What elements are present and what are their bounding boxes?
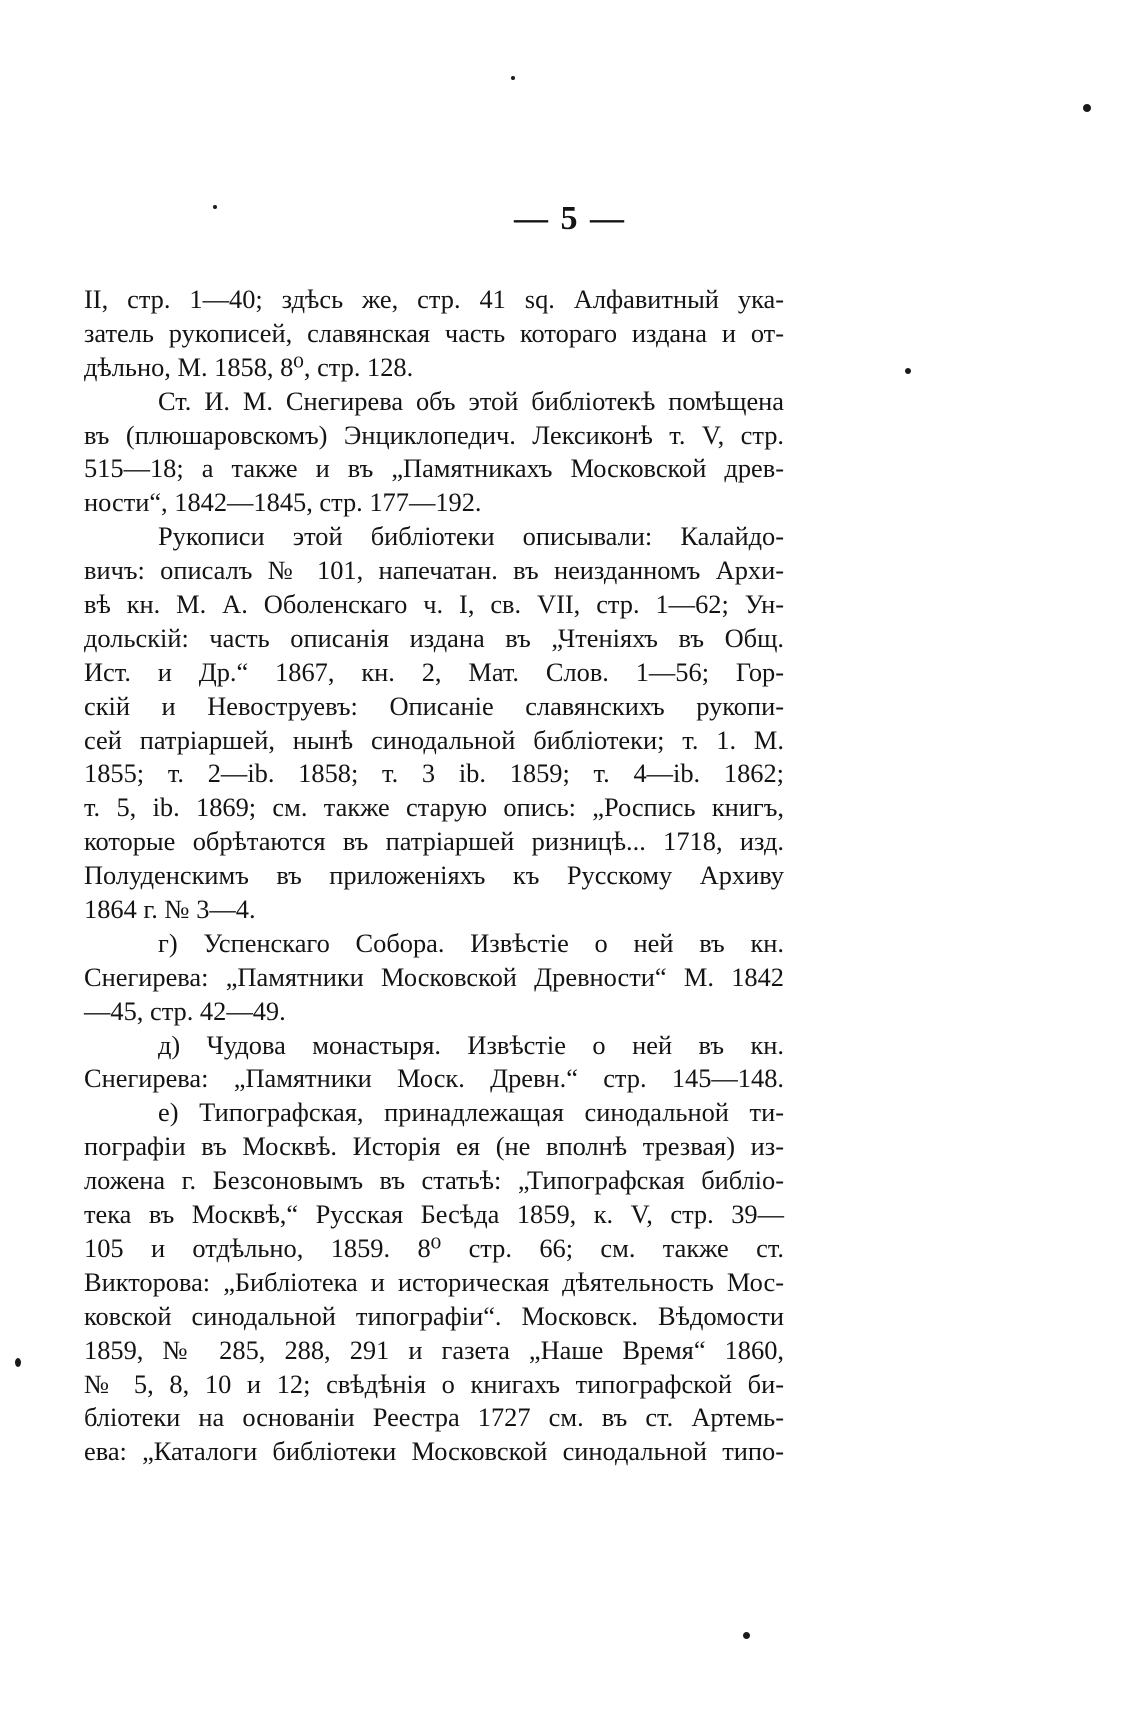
text-line: ева: „Каталоги библіотеки Московской синодальной типо- xyxy=(84,1436,784,1467)
text-line: г) Успенскаго Собора. Извѣстіе о ней въ кн. xyxy=(158,927,784,958)
text-line: вичъ: описалъ № 101, напечатан. въ неизданномъ Архи- xyxy=(84,555,784,586)
text-line: е) Типографская, принадлежащая синодальной ти- xyxy=(158,1097,784,1128)
page-number: — 5 — xyxy=(514,200,626,237)
text-line: Ст. И. М. Снегирева объ этой библіотекѣ помѣщена xyxy=(158,385,784,416)
text-line: Полуденскимъ въ приложеніяхъ къ Русскому Архиву xyxy=(84,860,784,891)
text-line: скій и Невоструевъ: Описаніе славянскихъ рукопи- xyxy=(84,690,784,721)
text-line: II, стр. 1—40; здѣсь же, стр. 41 sq. Алфавитный ука- xyxy=(84,284,784,314)
text-line: дѣльно, М. 1858, 8⁰, стр. 128. xyxy=(84,351,414,382)
text-line: т. 5, ib. 1869; см. также старую опись: „Роспись книгъ, xyxy=(84,792,784,823)
ink-speck xyxy=(905,368,911,374)
text-line: —45, стр. 42—49. xyxy=(84,995,286,1026)
text-line: 1864 г. № 3—4. xyxy=(84,894,256,925)
text-line: Рукописи этой библіотеки описывали: Калайдо- xyxy=(158,521,784,552)
text-line: вѣ кн. М. А. Оболенскаго ч. I, св. VII, стр. 1—62; Ун- xyxy=(84,589,784,620)
ink-speck xyxy=(15,1358,21,1367)
text-line: Снегирева: „Памятники Московской Древности“ М. 1842 xyxy=(84,961,784,992)
text-line: ности“, 1842—1845, стр. 177—192. xyxy=(84,487,482,518)
text-line: въ (плюшаровскомъ) Энциклопедич. Лексиконѣ т. V, стр. xyxy=(84,419,784,450)
ink-speck xyxy=(743,1632,750,1639)
text-line: ковской синодальной типографіи“. Московск. Вѣдомости xyxy=(84,1300,784,1331)
text-line: тека въ Москвѣ,“ Русская Бесѣда 1859, к. V, стр. 39— xyxy=(84,1199,784,1230)
text-line: Снегирева: „Памятники Моск. Древн.“ стр. 145—148. xyxy=(84,1063,784,1094)
ink-speck xyxy=(1083,104,1091,112)
text-line: пографіи въ Москвѣ. Исторія ея (не вполнѣ трезвая) из- xyxy=(84,1131,784,1162)
text-line: бліотеки на основаніи Реестра 1727 см. въ ст. Артемь- xyxy=(84,1402,784,1433)
text-line: которые обрѣтаются въ патріаршей ризницѣ... 1718, изд. xyxy=(84,826,784,857)
body-text xyxy=(84,283,784,1469)
text-line: 1855; т. 2—ib. 1858; т. 3 ib. 1859; т. 4—ib. 1862; xyxy=(84,758,784,789)
text-line: 1859, № 285, 288, 291 и газета „Наше Время“ 1860, xyxy=(84,1334,784,1365)
ink-speck xyxy=(511,76,515,80)
text-line: 105 и отдѣльно, 1859. 8⁰ стр. 66; см. также ст. xyxy=(84,1232,784,1263)
text-line: ложена г. Безсоновымъ въ статьѣ: „Типографская библіо- xyxy=(84,1165,784,1196)
text-line: затель рукописей, славянская часть котораго издана и от- xyxy=(84,317,784,348)
text-line: Викторова: „Библіотека и историческая дѣятельность Мос- xyxy=(84,1266,784,1297)
text-line: 515—18; а также и въ „Памятникахъ Московской древ- xyxy=(84,453,784,484)
text-line: сей патріаршей, нынѣ синодальной библіотеки; т. 1. М. xyxy=(84,724,784,755)
text-line: Ист. и Др.“ 1867, кн. 2, Мат. Слов. 1—56; Гор- xyxy=(84,656,784,687)
ink-speck xyxy=(213,205,217,209)
text-line: д) Чудова монастыря. Извѣстіе о ней въ кн. xyxy=(158,1029,784,1060)
text-line: № 5, 8, 10 и 12; свѣдѣнія о книгахъ типографской би- xyxy=(84,1368,784,1399)
text-line: дольскій: часть описанія издана въ „Чтеніяхъ въ Общ. xyxy=(84,622,784,653)
